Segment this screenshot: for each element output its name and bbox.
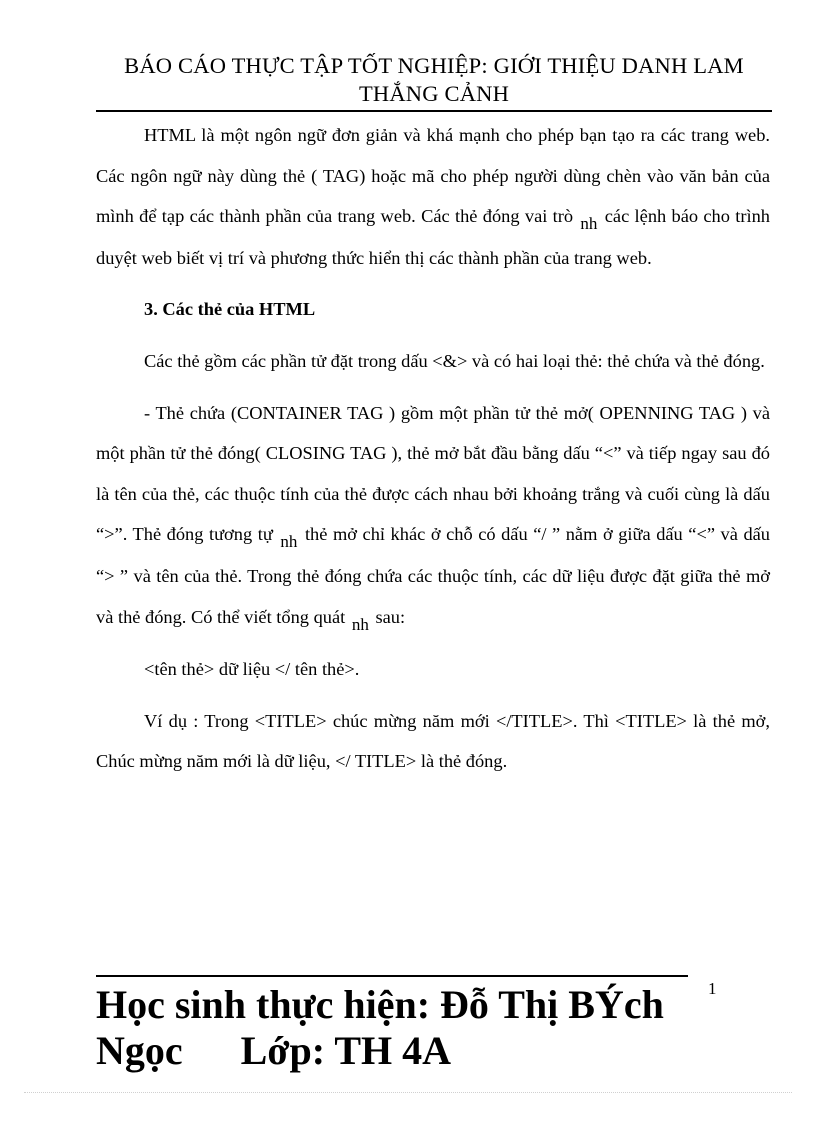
subscript-fragment: nh bbox=[580, 214, 598, 234]
student-info bbox=[96, 982, 696, 1074]
header-divider bbox=[96, 110, 772, 112]
intro-text-start: HTML là một ngôn ngữ đơn giản và khá mạnh cho phép bạn tạo ra các trang web. Các ngôn ngữ này dùng thẻ ( TAG) hoặc mã cho phép người dùng chèn vào văn bản của mình để tạp các thành phần của trang web. Các thẻ đóng vai trò bbox=[96, 125, 770, 227]
tags-overview-paragraph: Các thẻ gồm các phần tử đặt trong dấu <&> và có hai loại thẻ: thẻ chứa và thẻ đóng. bbox=[144, 350, 765, 371]
page-edge-line bbox=[24, 1092, 792, 1093]
container-tag-text-2: thẻ mở chỉ khác ở chỗ có dấu “/ ” nằm ở giữa dấu “<” và dấu “> ” và tên của thẻ. Trong thẻ đóng chứa các thuộc tính, các dữ liệu được đặt giữa thẻ mở và thẻ đóng. Có thể viết tổng quát bbox=[96, 524, 771, 627]
intro-text-end: các lệnh báo cho trình duyệt web biết vị trí và phương thức hiển thị các thành phần của trang web. bbox=[96, 206, 770, 268]
container-tag-text-1: - Thẻ chứa (CONTAINER TAG ) gồm một phần tử thẻ mở( OPENNING TAG ) và một phần tử thẻ đóng( CLOSING TAG ), thẻ mở bắt đầu bằng dấu “<” và tiếp ngay sau đó là tên của thẻ, các thuộc tính của thẻ được cách nhau bởi khoảng trắng và cuối cùng là dấu “>”. Thẻ đóng tương tự bbox=[96, 402, 770, 545]
student-class-line bbox=[96, 1028, 696, 1074]
document-body bbox=[96, 115, 770, 782]
report-title: BÁO CÁO THỰC TẬP TỐT NGHIỆP: GIỚI THIỆU DANH LAM THẮNG CẢNH bbox=[124, 53, 744, 106]
intro-paragraph bbox=[96, 115, 770, 278]
section-heading: 3. Các thẻ của HTML bbox=[144, 299, 316, 320]
subscript-fragment: nh bbox=[351, 614, 369, 634]
class-label: Lớp: TH 4A bbox=[240, 1028, 451, 1073]
student-name-end: Ngọc bbox=[96, 1028, 183, 1073]
subscript-fragment: nh bbox=[280, 532, 298, 552]
footer-divider bbox=[96, 975, 688, 977]
container-tag-text-3: sau: bbox=[375, 606, 406, 627]
container-tag-paragraph bbox=[96, 393, 770, 639]
tag-syntax-paragraph: <tên thẻ> dữ liệu </ tên thẻ>. bbox=[144, 659, 360, 680]
student-name-line: Học sinh thực hiện: Đỗ Thị BÝch bbox=[96, 982, 664, 1027]
example-paragraph: Ví dụ : Trong <TITLE> chúc mừng năm mới </TITLE>. Thì <TITLE> là thẻ mở, Chúc mừng năm mới là dữ liệu, </ TITLE> là thẻ đóng. bbox=[96, 710, 770, 772]
page-number: 1 bbox=[708, 979, 717, 998]
